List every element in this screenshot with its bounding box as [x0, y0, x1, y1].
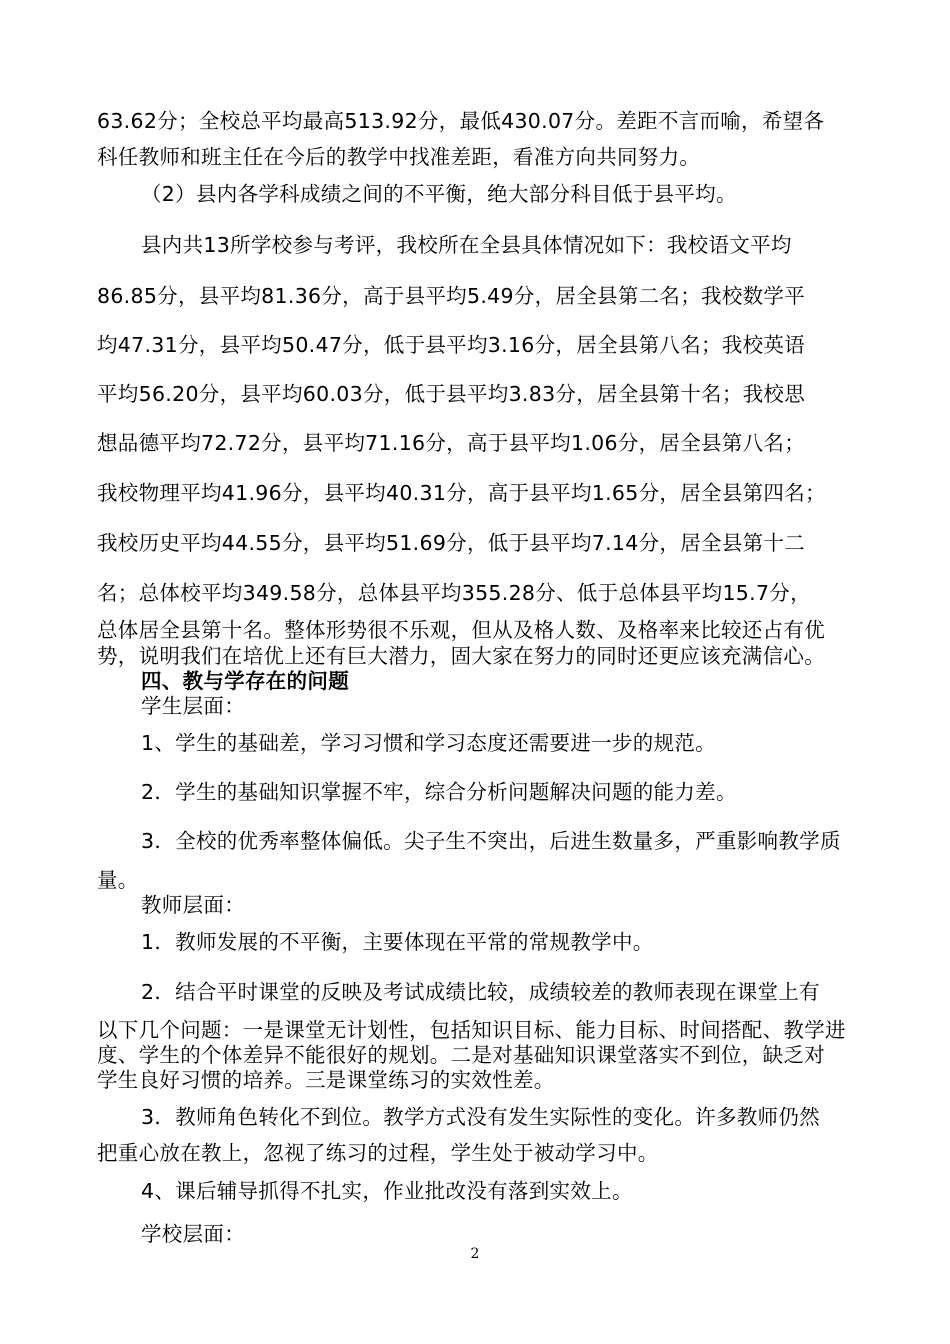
paragraph-line: （2）县内各学科成绩之间的不平衡，绝大部分科目低于县平均。 — [141, 182, 737, 206]
paragraph-line: 量。 — [97, 868, 139, 892]
paragraph-line: 我校历史平均44.55分，县平均51.69分，低于县平均7.14分，居全县第十二 — [97, 531, 806, 555]
list-item: 3．教师角色转化不到位。教学方式没有发生实际性的变化。许多教师仍然 — [141, 1105, 820, 1129]
subsection-label: 学校层面： — [141, 1222, 245, 1246]
list-item: 1、学生的基础差，学习习惯和学习态度还需要进一步的规范。 — [141, 731, 716, 755]
list-item: 2．结合平时课堂的反映及考试成绩比较，成绩较差的教师表现在课堂上有 — [141, 980, 820, 1004]
paragraph-line: 总体居全县第十名。整体形势很不乐观，但从及格人数、及格率来比较还占有优 — [97, 618, 825, 642]
paragraph-line: 86.85分，县平均81.36分，高于县平均5.49分，居全县第二名；我校数学平 — [97, 284, 806, 308]
list-item: 1．教师发展的不平衡，主要体现在平常的常规教学中。 — [141, 930, 654, 954]
paragraph-line: 均47.31分，县平均50.47分，低于县平均3.16分，居全县第八名；我校英语 — [97, 333, 806, 357]
paragraph-line: 想品德平均72.72分，县平均71.16分，高于县平均1.06分，居全县第八名； — [97, 431, 806, 455]
paragraph-line: 名；总体校平均349.58分，总体县平均355.28分、低于总体县平均15.7分， — [97, 581, 811, 605]
paragraph-line: 平均56.20分，县平均60.03分，低于县平均3.83分，居全县第十名；我校思 — [97, 382, 806, 406]
list-item: 3．全校的优秀率整体偏低。尖子生不突出，后进生数量多，严重影响教学质 — [141, 829, 841, 853]
paragraph-line: 县内共13所学校参与考评，我校所在全县具体情况如下：我校语文平均 — [141, 233, 792, 257]
paragraph-line: 63.62分；全校总平均最高513.92分，最低430.07分。差距不言而喻，希望各 — [97, 109, 825, 133]
section-heading: 四、教与学存在的问题 — [141, 669, 349, 693]
paragraph-line: 势，说明我们在培优上还有巨大潜力，固大家在努力的同时还更应该充满信心。 — [97, 644, 825, 668]
paragraph-line: 以下几个问题：一是课堂无计划性，包括知识目标、能力目标、时间搭配、教学进 — [97, 1018, 846, 1042]
paragraph-line: 学生良好习惯的培养。三是课堂练习的实效性差。 — [97, 1068, 555, 1092]
list-item: 2．学生的基础知识掌握不牢，综合分析问题解决问题的能力差。 — [141, 780, 737, 804]
subsection-label: 学生层面： — [141, 694, 245, 718]
paragraph-line: 科任教师和班主任在今后的教学中找准差距，看准方向共同努力。 — [97, 145, 701, 169]
list-item: 4、课后辅导抓得不扎实，作业批改没有落到实效上。 — [141, 1179, 633, 1203]
paragraph-line: 度、学生的个体差异不能很好的规划。二是对基础知识课堂落实不到位，缺乏对 — [97, 1043, 825, 1067]
paragraph-line: 我校物理平均41.96分，县平均40.31分，高于县平均1.65分，居全县第四名； — [97, 481, 826, 505]
paragraph-line: 把重心放在教上，忽视了练习的过程，学生处于被动学习中。 — [97, 1141, 659, 1165]
page-number: 2 — [470, 1246, 480, 1262]
subsection-label: 教师层面： — [141, 893, 245, 917]
